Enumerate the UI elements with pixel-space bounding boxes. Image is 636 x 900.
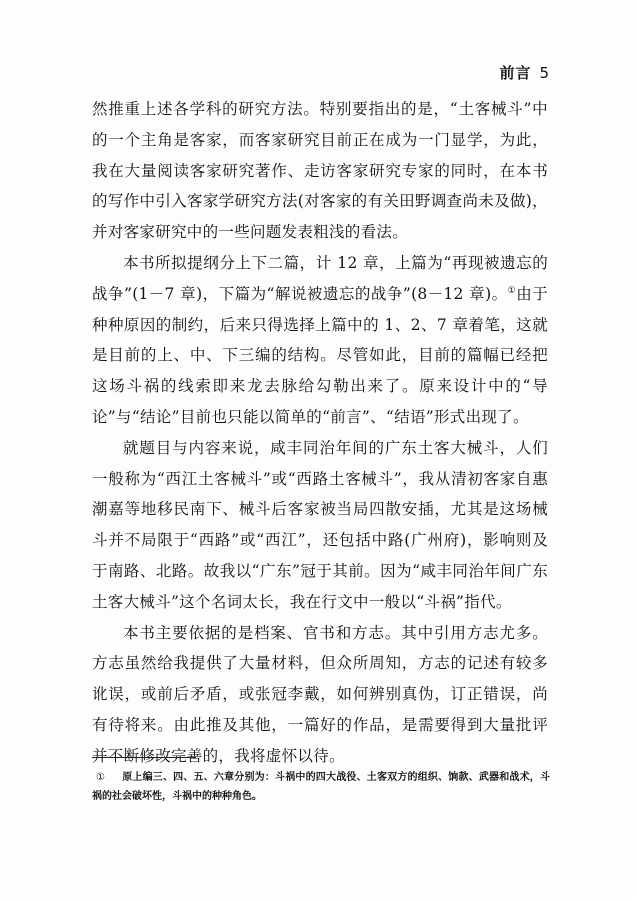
paragraph-1: 然推重上述各学科的研究方法。特别要指出的是，“土客械斗”中的一个主角是客家，而客家研究目前正在成为一门显学，为此，我在大量阅读客家研究著作、走访客家研究专家的同时，在本书的写作中引入客家学研究方法(对客家的有关田野调查尚未及做)，并对客家研究中的一些问题发表粗浅的看法。 (92, 100, 548, 242)
paragraph-2-part-1: 本书所拟提纲分上下二篇，计 12 章，上篇为“再现被遗忘的战争”(1－7 章)，下篇为“解说被遗忘的战争”(8－12 章)。 (92, 253, 548, 303)
footnote (92, 768, 550, 806)
paragraph-2-part-2: 由于种种原因的制约，后来只得选择上篇中的 1、2、7 章着笔，这就是目前的上、中、下三编的结构。尽管如此，目前的篇幅已经把这场斗祸的线索即来龙去脉给勾勒出来了。原来设计中的“导论”与“结论”目前也只能以简单的“前言”、“结语”形式出现了。 (92, 284, 548, 426)
page-number: 5 (539, 64, 550, 82)
body-text (92, 94, 548, 772)
footnote-marker: ① (96, 772, 105, 783)
header-title: 前言 (499, 64, 532, 82)
paragraph-3: 就题目与内容来说，咸丰同治年间的广东土客大械斗，人们一般称为“西江土客械斗”或“西路土客械斗”，我从清初客家自惠潮嘉等地移民南下、械斗后客家被当局四散安插，尤其是这场械斗并不局限于“西路”或“西江”，还包括中路(广州府)，影响则及于南路、北路。故我以“广东”冠于其前。因为“咸丰同治年间广东土客大械斗”这个名词太长，我在行文中一般以“斗祸”指代。 (92, 438, 548, 611)
paragraph-2 (92, 248, 548, 433)
paragraph-4: 本书主要依据的是档案、官书和方志。其中引用方志尤多。方志虽然给我提供了大量材料，但众所周知，方志的记述有较多讹误，或前后矛盾，或张冠李戴，如何辨别真伪，订正错误，尚有待将来。由此推及其他，一篇好的作品，是需要得到大量批评并不断修改完善的，我将虚怀以待。 (92, 623, 548, 765)
footnote-reference[interactable]: ① (507, 285, 517, 296)
running-header (499, 62, 550, 83)
footnote-text: 原上编三、四、五、六章分别为：斗祸中的四大战役、土客双方的组织、饷款、武器和战术，斗祸的社会破坏性，斗祸中的种种角色。 (92, 772, 550, 802)
footnote-divider (92, 757, 196, 758)
